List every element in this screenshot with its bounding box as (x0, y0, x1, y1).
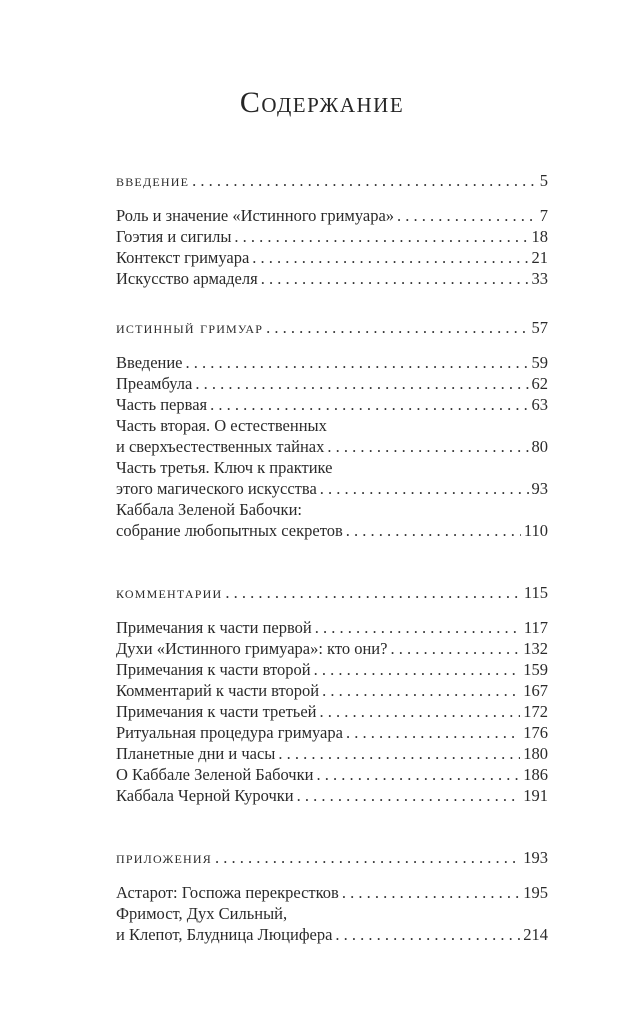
page-number: 193 (523, 848, 548, 867)
dot-leader (210, 394, 528, 415)
dot-leader (320, 478, 529, 499)
toc-entry[interactable] (116, 701, 548, 722)
entry-title: Астарот: Госпожа перекрестков (116, 883, 339, 902)
dot-leader (390, 638, 520, 659)
toc-entry[interactable] (116, 268, 548, 289)
page-number: 33 (531, 269, 548, 288)
entry-title: этого магического искусства (116, 479, 317, 498)
section-title: комментарии (116, 583, 223, 602)
page-number: 186 (523, 765, 548, 784)
entry-title: Примечания к части третьей (116, 702, 317, 721)
dot-leader (192, 170, 537, 191)
page-number: 195 (523, 883, 548, 902)
toc-section-appendices[interactable] (116, 847, 548, 868)
page-number: 132 (523, 639, 548, 658)
dot-leader (335, 924, 520, 945)
toc-entry[interactable] (116, 764, 548, 785)
page-number: 57 (531, 318, 548, 337)
toc-section-true-grimoire[interactable] (116, 317, 548, 338)
entry-title: Часть первая (116, 395, 208, 414)
dot-leader (322, 680, 520, 701)
section-title: введение (116, 171, 190, 190)
entry-title-line[interactable]: Часть третья. Ключ к практике (116, 458, 333, 477)
entry-title: Планетные дни и часы (116, 744, 276, 763)
entry-title: О Каббале Зеленой Бабочки (116, 765, 314, 784)
page-number: 167 (523, 681, 548, 700)
entry-title: Преамбула (116, 374, 193, 393)
toc-entry[interactable] (116, 394, 548, 415)
page-number: 59 (531, 353, 548, 372)
entry-title: Ритуальная процедура гримуара (116, 723, 343, 742)
toc-entry[interactable] (116, 247, 548, 268)
entry-title-line[interactable]: Часть вторая. О естественных (116, 416, 327, 435)
entry-title: Гоэтия и сигилы (116, 227, 232, 246)
page-number: 110 (523, 521, 548, 540)
toc-entry[interactable] (116, 520, 548, 541)
dot-leader (266, 317, 528, 338)
entry-title: Введение (116, 353, 183, 372)
toc-entry[interactable] (116, 205, 548, 226)
page-number: 172 (523, 702, 548, 721)
toc-entry[interactable] (116, 882, 548, 903)
entry-title: Комментарий к части второй (116, 681, 320, 700)
dot-leader (278, 743, 520, 764)
entry-title: Контекст гримуара (116, 248, 250, 267)
page-number: 18 (531, 227, 548, 246)
dot-leader (314, 659, 521, 680)
page-number: 180 (523, 744, 548, 763)
dot-leader (342, 882, 520, 903)
toc-section-introduction[interactable] (116, 170, 548, 191)
page-number: 93 (531, 479, 548, 498)
entry-title: Духи «Истинного гримуара»: кто они? (116, 639, 388, 658)
page-number: 5 (539, 171, 548, 190)
entry-title: Примечания к части второй (116, 660, 311, 679)
dot-leader (195, 373, 528, 394)
entry-title-line[interactable]: Фримост, Дух Сильный, (116, 904, 288, 923)
entry-title: Роль и значение «Истинного гримуара» (116, 206, 395, 225)
dot-leader (315, 617, 521, 638)
dot-leader (397, 205, 537, 226)
entry-title: Примечания к части первой (116, 618, 312, 637)
entry-title: Искусство армаделя (116, 269, 258, 288)
page-number: 176 (523, 723, 548, 742)
toc-entry[interactable] (116, 785, 548, 806)
entry-title: Каббала Черной Курочки (116, 786, 294, 805)
page-number: 80 (531, 437, 548, 456)
toc-entry[interactable] (116, 436, 548, 457)
toc-entry[interactable] (116, 722, 548, 743)
entry-title: и сверхъестественных тайнах (116, 437, 325, 456)
page-number: 117 (523, 618, 548, 637)
section-title: приложения (116, 848, 212, 867)
dot-leader (319, 701, 520, 722)
dot-leader (316, 764, 520, 785)
toc-entry[interactable] (116, 924, 548, 945)
page-number: 214 (523, 925, 548, 944)
dot-leader (261, 268, 529, 289)
toc-entry[interactable] (116, 373, 548, 394)
dot-leader (346, 722, 520, 743)
dot-leader (234, 226, 528, 247)
toc-entry[interactable] (116, 743, 548, 764)
page-number: 7 (539, 206, 548, 225)
page-number: 21 (531, 248, 548, 267)
page-number: 115 (523, 583, 548, 602)
section-title: истинный гримуар (116, 318, 264, 337)
toc-entry[interactable] (116, 680, 548, 701)
dot-leader (252, 247, 528, 268)
entry-title: и Клепот, Блудница Люцифера (116, 925, 333, 944)
toc-entry[interactable] (116, 617, 548, 638)
page-number: 62 (531, 374, 548, 393)
toc-section-commentary[interactable] (116, 582, 548, 603)
page-number: 191 (523, 786, 548, 805)
dot-leader (215, 847, 520, 868)
toc-entry[interactable] (116, 226, 548, 247)
toc-entry[interactable] (116, 659, 548, 680)
page-number: 63 (531, 395, 548, 414)
dot-leader (297, 785, 521, 806)
page-title: Содержание (239, 86, 405, 119)
page-number: 159 (523, 660, 548, 679)
dot-leader (346, 520, 521, 541)
entry-title: собрание любопытных секретов (116, 521, 343, 540)
entry-title-line[interactable]: Каббала Зеленой Бабочки: (116, 500, 302, 519)
dot-leader (327, 436, 528, 457)
dot-leader (186, 352, 529, 373)
toc-entry[interactable] (116, 352, 548, 373)
dot-leader (225, 582, 521, 603)
toc-entry[interactable] (116, 638, 548, 659)
toc-entry[interactable] (116, 478, 548, 499)
